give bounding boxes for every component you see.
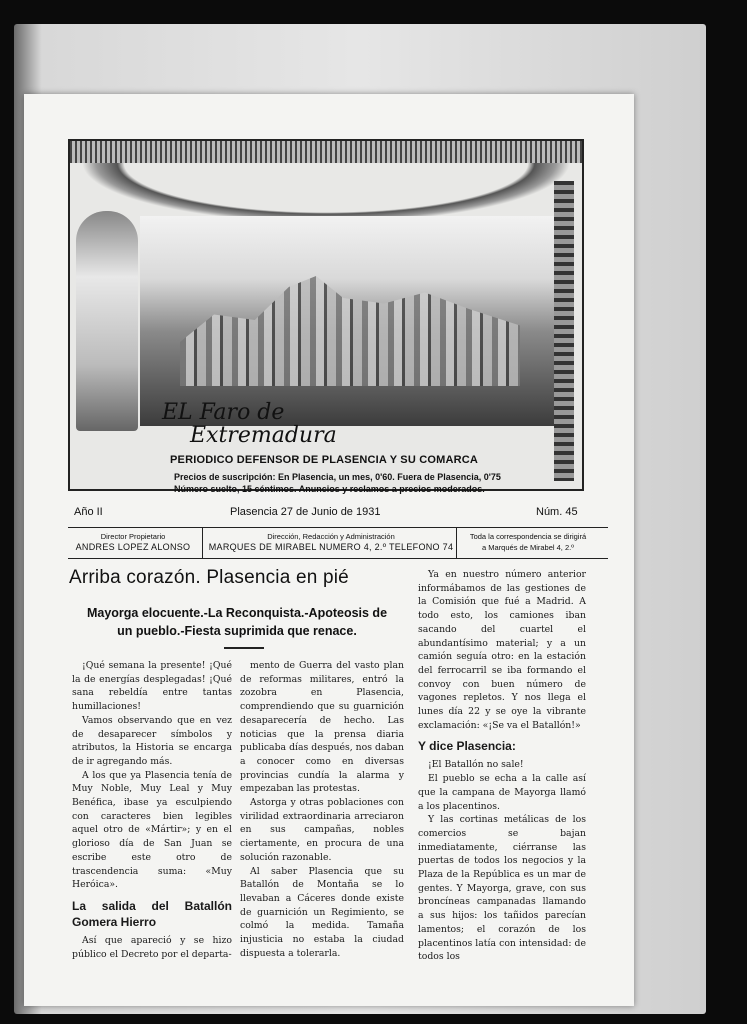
subscription-notes: Número suelto, 15 céntimos. Anuncios y reclamos a precios moderados. — [174, 484, 485, 494]
paragraph: Ya en nuestro número anterior informábamos de las gestiones de la Comisión que fué a Madrid. A todo esto, los camiones iban sacando del cuartel el abundantísimo material; y a un camión seguía otro: en la estación del ferrocarril se iba formando el convoy con buen número de vagones repletos. Y nos llega el lunes día 22 y se oye la vibrante exclamación: «¡Se va el Batallón!» — [418, 569, 586, 731]
paragraph: ¡Qué semana la presente! ¡Qué la de energías desplegadas! ¡Qué sana rebeldía entre tantas humillaciones! — [72, 660, 232, 713]
title-line-1: EL Faro de — [162, 400, 285, 425]
director-label: Director Propietario — [100, 532, 166, 541]
issue-info-row — [68, 506, 588, 524]
issue-date: Plasencia 27 de Junio de 1931 — [230, 506, 381, 518]
publisher-info-boxes — [68, 527, 608, 559]
issue-number: Núm. 45 — [536, 506, 578, 518]
section-heading: Y dice Plasencia: — [418, 739, 516, 754]
paragraph: Y las cortinas metálicas de los comercios se bajan inmediatamente, ciérranse las puertas de todos los negocios y la Plaza de la República es un mar de gentes. Y Mayorga, grave, con sus broncíneas campanadas llamando a sus hijos: los tañidos parecían lamentos; el corazón de los placentinos latía con intensidad: de todos los — [418, 814, 586, 963]
newspaper-title — [162, 401, 337, 447]
paragraph: Así que apareció y se hizo público el Decreto por el departa- — [72, 934, 232, 960]
paragraph: Vamos observando que en vez de desaparecer símbolos y atributos, la Historia se encarga de ir agregando más. — [72, 714, 232, 767]
paragraph: Astorga y otras poblaciones con virilidad extraordinaria arreciaron en sus campañas, nobles ciertamente, en procura de una solución razonable. — [240, 797, 404, 863]
director-box — [68, 531, 198, 553]
newspaper-subtitle: PERIODICO DEFENSOR DE PLASENCIA Y SU COMARCA — [170, 454, 479, 466]
office-box — [206, 531, 456, 553]
article-column-1 — [72, 659, 232, 961]
subscription-prices: Precios de suscripción: En Plasencia, un mes, 0'60. Fuera de Plasencia, 0'75 — [174, 472, 501, 482]
paragraph: Al saber Plasencia que su Batallón de Montaña se lo llevaban a Cáceres donde existe de guarnición un Regimiento, se colmó la medida. Tamaña injusticia no estaba la ciudad dispuesta a tolerarla. — [240, 865, 404, 959]
divider — [456, 528, 457, 558]
correspondence-line-1: Toda la correspondencia se dirigirá — [469, 532, 587, 541]
director-name: ANDRES LOPEZ ALONSO — [75, 542, 191, 552]
drape-ornament — [80, 163, 572, 223]
article-subhead — [72, 604, 402, 640]
issue-year: Año II — [74, 506, 103, 518]
town-buildings — [180, 276, 520, 386]
section-heading: La salida del Batallón Gomera Hierro — [72, 898, 232, 929]
paragraph: A los que ya Plasencia tenía de Muy Noble, Muy Leal y Muy Benéfica, ibase ya esculpiendo con caracteres bien legibles aquel otro de «Mártir»; y en el glorioso día de San Juan se escribe este otro de trascendencia suma: «Muy Heróica». — [72, 769, 232, 891]
paragraph: ¡El Batallón no sale! — [428, 759, 524, 771]
paragraph: El pueblo se echa a la calle así que la campana de Mayorga llamó a los placentinos. — [418, 773, 586, 812]
correspondence-box — [458, 531, 598, 553]
town-scene-illustration — [140, 216, 560, 426]
article-headline: Arriba corazón. Plasencia en pié — [69, 567, 349, 588]
office-address: MARQUES DE MIRABEL NUMERO 4, 2.º TELEFONO 74 — [208, 542, 454, 552]
statue-figure — [76, 211, 138, 431]
article-column-2 — [240, 659, 404, 960]
correspondence-line-2: a Marqués de Mirabel 4, 2.º — [482, 543, 574, 552]
title-line-2: Extremadura — [190, 423, 337, 448]
divider — [202, 528, 203, 558]
subhead-line-1: Mayorga elocuente.-La Reconquista.-Apoteosis de — [86, 606, 388, 620]
paragraph: mento de Guerra del vasto plan de reformas militares, entró la zozobra en Plasencia, comprendiendo que su guarnición desaparecería de hecho. Las noticias que la prensa diaria publicaba días después, nos daban a conocer como en diversas provincias cundía la alarma y empezaban las protestas. — [240, 660, 404, 795]
newspaper-page — [24, 94, 634, 1006]
section-rule — [224, 647, 264, 649]
ornamental-column — [554, 181, 574, 481]
article-column-3 — [418, 568, 586, 964]
subhead-line-2: un pueblo.-Fiesta suprimida que renace. — [117, 624, 357, 638]
masthead-illustration — [68, 139, 584, 491]
office-label: Dirección, Redacción y Administración — [267, 532, 395, 541]
